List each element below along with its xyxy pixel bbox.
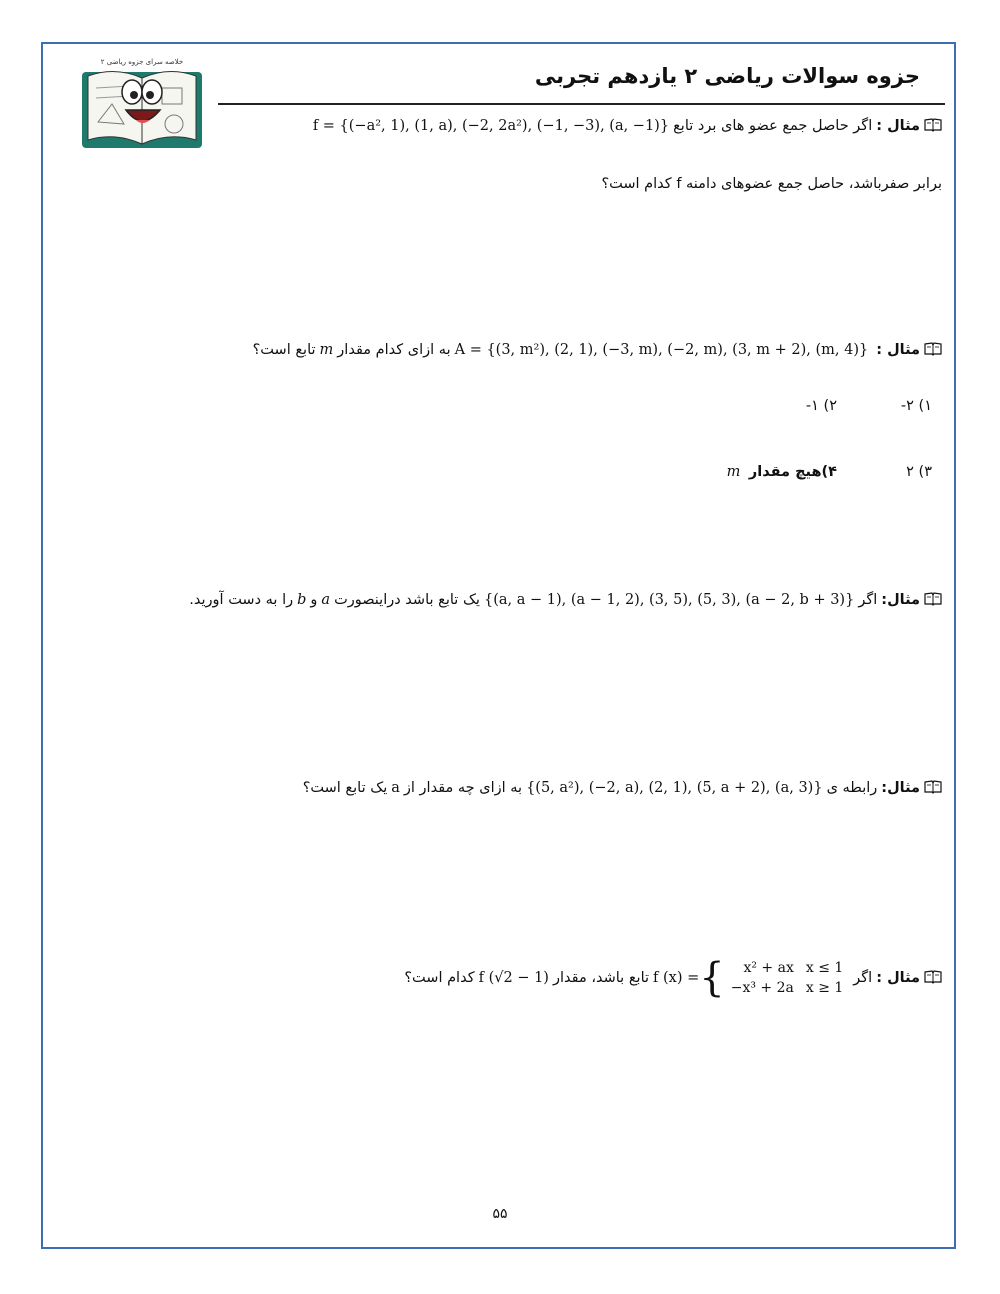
question-1 — [309, 116, 942, 136]
question-4 — [303, 778, 942, 798]
relation-formula: {(5, a²), (−2, a), (2, 1), (5, a + 2), (a, 3)} — [526, 780, 823, 796]
function-name: f (x) = — [653, 970, 700, 986]
question-label: مثال: — [881, 592, 920, 608]
question-text-mid: به ازای چه مقدار از — [403, 780, 523, 796]
question-label: مثال : — [876, 118, 920, 134]
piece-1-condition: x ≤ 1 — [805, 960, 844, 976]
option-2: ۲) ۱- — [805, 398, 837, 414]
variable-m: m — [319, 342, 334, 358]
function-formula: f = {(−a², 1), (1, a), (−2, 2a²), (−1, −3), (a, −1)} — [312, 118, 670, 134]
variable-a: a — [321, 592, 331, 608]
option-1: ۱) ۲- — [900, 398, 932, 414]
question-5 — [404, 955, 942, 1001]
option-4-text: ۴)هیچ مقدار — [748, 464, 837, 480]
conjunction: و — [310, 592, 318, 608]
evaluate-expression: f (√2 − 1) — [478, 970, 549, 986]
question-text: به ازای کدام مقدار — [337, 342, 451, 358]
option-4 — [723, 464, 837, 480]
open-book-icon — [924, 342, 942, 356]
question-3 — [189, 590, 942, 610]
question-label: مثال: — [881, 780, 920, 796]
set-formula: A = {(3, m²), (2, 1), (−3, m), (−2, m), (3, m + 2), (m, 4)} — [454, 342, 869, 358]
open-book-icon — [924, 780, 942, 794]
question-text-mid: تابع باشد، مقدار — [552, 970, 650, 986]
question-text-end: را به دست آورید. — [189, 592, 294, 608]
variable-m: m — [726, 464, 741, 480]
question-text-mid: یک تابع باشد دراینصورت — [334, 592, 480, 608]
question-text-end: یک تابع است؟ — [302, 780, 388, 796]
question-text: اگر — [853, 970, 873, 986]
piece-2-condition: x ≥ 1 — [805, 980, 844, 996]
variable-a: a — [391, 780, 400, 796]
page-number: ۵۵ — [492, 1206, 508, 1222]
variable-b: b — [297, 592, 307, 608]
question-text: اگر — [858, 592, 878, 608]
piecewise-function: f (x) ={ x² + ax x ≤ 1 −x³ + 2a x ≥ 1 — [653, 958, 849, 998]
question-text: رابطه ی — [826, 780, 878, 796]
question-text-end: تابع است؟ — [252, 342, 316, 358]
question-1-continued: برابر صفرباشد، حاصل جمع عضوهای دامنه f کدام است؟ — [601, 176, 942, 192]
question-2 — [253, 340, 942, 360]
question-text-end: کدام است؟ — [404, 970, 475, 986]
page-border — [41, 42, 956, 1249]
open-book-icon — [924, 970, 942, 984]
question-text: اگر حاصل جمع عضو های برد تابع — [673, 118, 873, 134]
book-mascot-logo — [78, 52, 206, 152]
page-title: جزوه سوالات ریاضی ۲ یازدهم تجربی — [534, 64, 920, 88]
piece-1-expression: x² + ax — [743, 960, 794, 976]
piece-2-expression: −x³ + 2a — [730, 980, 794, 996]
logo-text: خلاصه سرای جزوه ریاضی ۲ — [100, 58, 184, 66]
open-book-icon — [924, 118, 942, 132]
title-divider — [218, 103, 945, 105]
open-book-icon — [924, 592, 942, 606]
relation-formula: {(a, a − 1), (a − 1, 2), (3, 5), (5, 3), (a − 2, b + 3)} — [483, 592, 855, 608]
option-3: ۳) ۲ — [906, 464, 932, 480]
question-label: مثال : — [876, 970, 920, 986]
question-label: مثال : — [876, 342, 920, 358]
